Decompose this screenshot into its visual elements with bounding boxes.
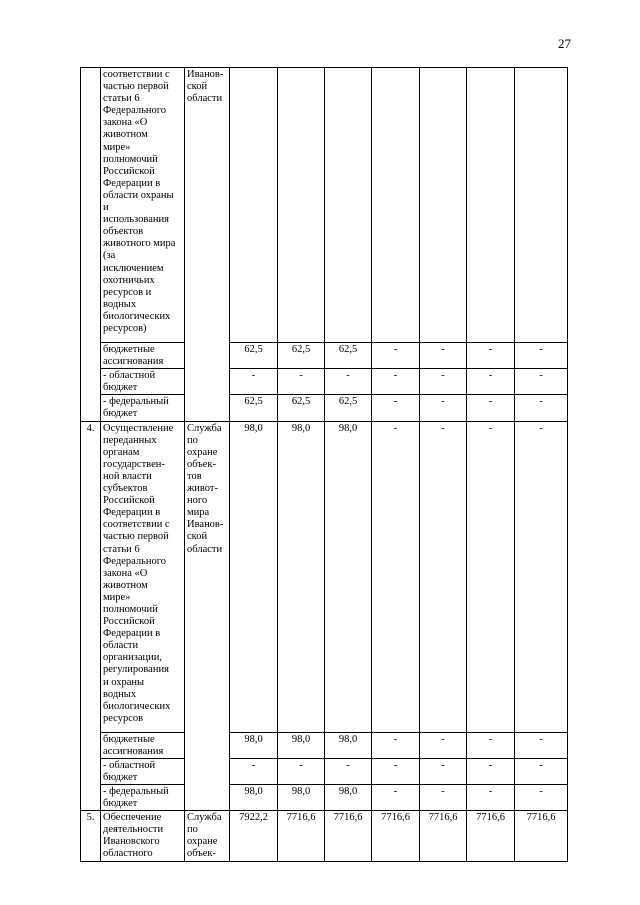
value-cell: - <box>278 758 325 784</box>
subrow-label: бюджетные ассигнования <box>101 732 185 758</box>
value-cell: - <box>467 343 515 369</box>
value-cell: 98,0 <box>325 421 372 732</box>
value-cell: - <box>515 758 568 784</box>
value-cell: 98,0 <box>325 732 372 758</box>
value-cell <box>278 68 325 343</box>
value-cell: 62,5 <box>278 395 325 421</box>
subrow-label: - федеральный бюджет <box>101 395 185 421</box>
executor-cell: Иванов- ской области <box>185 68 230 422</box>
executor-cell: Служба по охране объек- тов живот- ного мира Иванов- ской области <box>185 421 230 811</box>
value-cell: 62,5 <box>325 343 372 369</box>
value-cell: - <box>467 395 515 421</box>
value-cell: - <box>467 732 515 758</box>
value-cell: - <box>325 758 372 784</box>
value-cell <box>372 68 420 343</box>
value-cell: - <box>420 343 467 369</box>
table-row <box>81 784 568 810</box>
value-cell: 98,0 <box>325 784 372 810</box>
value-cell: - <box>467 369 515 395</box>
value-cell <box>515 68 568 343</box>
value-cell: - <box>372 369 420 395</box>
row-number-cell <box>81 68 101 422</box>
value-cell: 98,0 <box>230 784 278 810</box>
value-cell: - <box>515 343 568 369</box>
table-row <box>81 758 568 784</box>
value-cell: 62,5 <box>278 343 325 369</box>
table-row <box>81 68 568 343</box>
value-cell: - <box>230 758 278 784</box>
table-row <box>81 732 568 758</box>
description-cell: соответствии с частью первой статьи 6 Федерального закона «О животном мире» полномочий Российской Федерации в области охраны и использования объектов животного мира (за исключением охотничьих ресурсов и водных биологических ресурсов) <box>101 68 185 343</box>
value-cell: 7716,6 <box>278 811 325 861</box>
description-cell: Осуществление переданных органам государствен- ной власти субъектов Российской Федерации в соответствии с частью первой статьи 6 Федерального закона «О животном мире» полномочий Российской Федерации в области организации, регулирования и охраны водных биологических ресурсов <box>101 421 185 732</box>
subrow-label: - федеральный бюджет <box>101 784 185 810</box>
value-cell: - <box>372 343 420 369</box>
value-cell: 7716,6 <box>325 811 372 861</box>
page-number: 27 <box>558 36 571 51</box>
value-cell: 62,5 <box>230 343 278 369</box>
value-cell: - <box>420 784 467 810</box>
value-cell: 98,0 <box>230 421 278 732</box>
table-row <box>81 811 568 861</box>
budget-table <box>80 67 568 862</box>
value-cell <box>420 68 467 343</box>
table-row <box>81 343 568 369</box>
value-cell: - <box>467 421 515 732</box>
value-cell: - <box>515 395 568 421</box>
row-number-cell: 4. <box>81 421 101 811</box>
value-cell: 7716,6 <box>515 811 568 861</box>
value-cell: - <box>420 369 467 395</box>
value-cell: - <box>467 784 515 810</box>
value-cell: - <box>420 732 467 758</box>
value-cell: - <box>515 784 568 810</box>
executor-cell: Служба по охране объек- <box>185 811 230 861</box>
value-cell: 7716,6 <box>467 811 515 861</box>
row-number-cell: 5. <box>81 811 101 861</box>
value-cell <box>230 68 278 343</box>
description-cell: Обеспечение деятельности Ивановского областного <box>101 811 185 861</box>
value-cell: 62,5 <box>230 395 278 421</box>
value-cell: - <box>372 758 420 784</box>
value-cell: 7716,6 <box>420 811 467 861</box>
value-cell: 7922,2 <box>230 811 278 861</box>
value-cell: 98,0 <box>278 732 325 758</box>
value-cell: - <box>372 395 420 421</box>
subrow-label: - областной бюджет <box>101 369 185 395</box>
value-cell: 62,5 <box>325 395 372 421</box>
value-cell: - <box>420 395 467 421</box>
value-cell: - <box>420 421 467 732</box>
value-cell: 7716,6 <box>372 811 420 861</box>
value-cell: - <box>372 732 420 758</box>
value-cell: - <box>372 421 420 732</box>
table-row <box>81 369 568 395</box>
value-cell: - <box>230 369 278 395</box>
value-cell: - <box>325 369 372 395</box>
value-cell: 98,0 <box>278 784 325 810</box>
value-cell: - <box>467 758 515 784</box>
subrow-label: бюджетные ассигнования <box>101 343 185 369</box>
value-cell <box>467 68 515 343</box>
value-cell: - <box>372 784 420 810</box>
subrow-label: - областной бюджет <box>101 758 185 784</box>
table-row <box>81 395 568 421</box>
value-cell: - <box>515 421 568 732</box>
value-cell: 98,0 <box>278 421 325 732</box>
value-cell: - <box>515 732 568 758</box>
value-cell: - <box>420 758 467 784</box>
table-row <box>81 421 568 732</box>
value-cell: 98,0 <box>230 732 278 758</box>
value-cell: - <box>278 369 325 395</box>
value-cell <box>325 68 372 343</box>
value-cell: - <box>515 369 568 395</box>
